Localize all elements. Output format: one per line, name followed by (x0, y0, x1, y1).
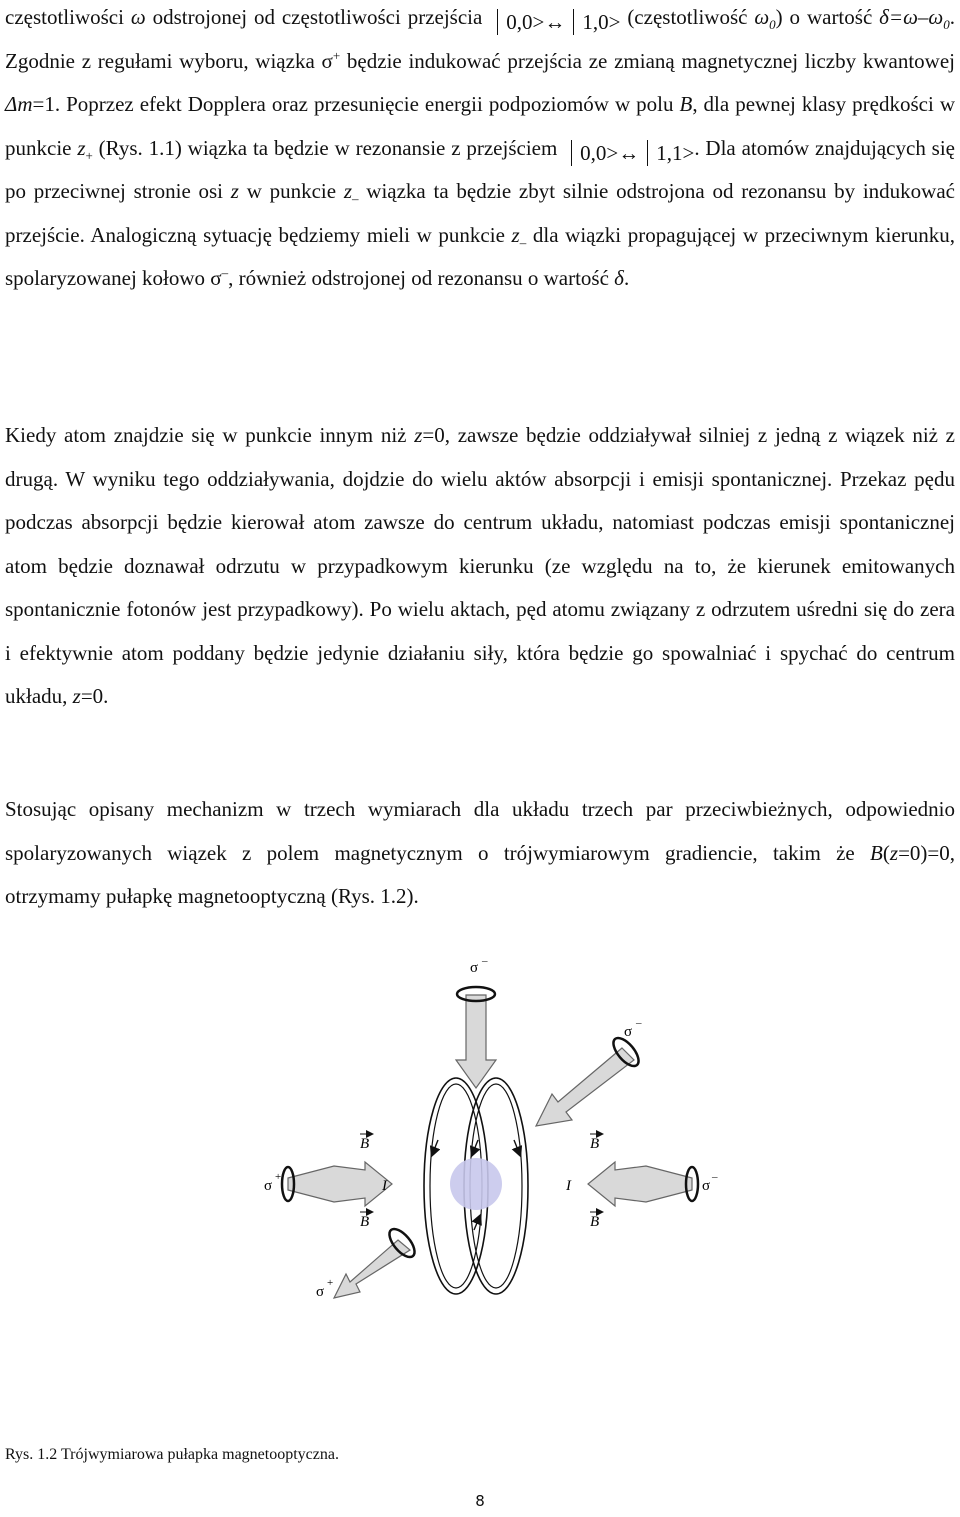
text: ( (882, 840, 890, 865)
text: wiązka ta będzie zbyt silnie odstrojona od rezonansu by indukować przejście. Analogiczną sytuację będziemy mieli w punkcie (5, 179, 955, 247)
z-symbol: z (511, 222, 520, 247)
superscript: – (221, 265, 229, 280)
atom-cloud (450, 1158, 502, 1210)
paragraph-1 (5, 0, 955, 301)
text: ) o wartość (775, 5, 880, 29)
figure-caption: Rys. 1.2 Trójwymiarowa pułapka magnetooptyczna. (5, 1446, 339, 1463)
ket-state: 0,0>↔ (571, 140, 639, 166)
label-sigma-left: σ (264, 1178, 273, 1194)
subscript: – (352, 191, 359, 207)
label-minus-top: – (482, 955, 488, 967)
beam-left (288, 1162, 392, 1206)
text: =1. Poprzez efekt Dopplera oraz przesunięcie energii podpoziomów w polu (32, 92, 680, 116)
field-symbol: B (870, 840, 883, 865)
ket-state: 0,0>↔ (497, 9, 565, 35)
subscript: 0 (769, 17, 776, 33)
subscript: + (85, 147, 93, 163)
paragraph-2 (5, 414, 955, 719)
beam-top (456, 995, 496, 1088)
superscript: + (332, 47, 341, 63)
text: w punkcie (238, 179, 344, 203)
text: , dla pewnej klasy prędkości w punkcie (5, 92, 955, 160)
page-number: 8 (475, 1492, 485, 1510)
z-symbol: z (414, 423, 423, 447)
text: =0)=0, otrzymamy pułapkę magnetooptyczną (Rys. 1.2). (5, 840, 955, 908)
detuning-formula: δ=ω–ω (879, 5, 944, 29)
label-sigma-top: σ (470, 960, 479, 976)
z-symbol: z (230, 179, 239, 203)
subscript: – (519, 234, 527, 250)
text: będzie indukować przejścia ze zmianą magnetycznej liczby kwantowej (340, 48, 955, 73)
text: dla wiązki propagującej w przeciwnym kierunku, spolaryzowanej kołowo σ (5, 222, 956, 290)
text: częstotliwości (5, 5, 131, 29)
text: (Rys. 1.1) wiązka ta będzie w rezonansie z przejściem (92, 135, 564, 160)
delta-symbol: δ (614, 266, 624, 290)
text: (częstotliwość (620, 5, 755, 29)
paragraph-3 (5, 788, 955, 919)
label-minus-upper-right: – (636, 1017, 642, 1029)
label-sigma-upper-right: σ (624, 1024, 633, 1040)
text: =0. (80, 684, 109, 708)
label-minus-right: – (712, 1171, 718, 1183)
ket-state: 1,0> (573, 9, 620, 35)
z-symbol: z (343, 179, 353, 203)
text: Stosując opisany mechanizm w trzech wymiarach dla układu trzech par przeciwbieżnych, odpowiednio spolaryzowanych wiązek z polem magnetycznym o trójwymiarowym gradiencie, takim że (5, 797, 955, 865)
text: odstrojonej od częstotliwości przejścia (145, 5, 490, 29)
text: Kiedy atom znajdzie się w punkcie innym niż (5, 423, 415, 447)
omega-symbol: ω (130, 5, 146, 29)
mot-diagram (260, 940, 720, 1340)
label-current-left: I (382, 1178, 387, 1194)
z-symbol: z (77, 135, 86, 160)
omega-symbol: ω (754, 5, 770, 29)
z-symbol: z (72, 684, 81, 708)
label-current-right: I (566, 1178, 571, 1194)
delta-m-symbol: Δm (5, 92, 33, 116)
label-sigma-right: σ (702, 1178, 711, 1194)
label-plus-left: + (275, 1171, 282, 1183)
label-field-lower-right: B (590, 1214, 600, 1230)
beam-upper-right (536, 1048, 634, 1126)
text: . (623, 266, 630, 290)
current-arrow (474, 1216, 480, 1230)
z-symbol: z (889, 840, 899, 865)
text: =0, zawsze będzie oddziaływał silniej z jedną z wiązek niż z drugą. W wyniku tego oddziaływania, dojdzie do wielu aktów absorpcji i emisji spontanicznej. Przekaz pędu podczas absorpcji będzie kierował atom zawsze do centrum układu, natomiast podczas emisji spontanicznej atom będzie doznawał odrzutu w przypadkowym kierunku (ze względu na to, że kierunek emitowanych spontanicznie fotonów jest przypadkowy). Po wielu aktach, pęd atomu związany z odrzutem uśredni się do zera i efektywnie atom poddany będzie jedynie działaniu siły, która będzie go spowalniać i spychać do centrum układu, (5, 423, 956, 708)
label-field-upper-right: B (590, 1136, 600, 1152)
text: . Zgodnie z regułami wyboru, wiązka σ (5, 5, 955, 73)
field-symbol: B (679, 92, 693, 116)
text: . Dla atomów znajdujących się po przeciwnej stronie osi (5, 135, 955, 203)
label-plus-lower-left: + (327, 1277, 334, 1289)
beam-right (588, 1162, 692, 1206)
ket-state: 1,1> (647, 140, 694, 166)
label-sigma-lower-left: σ (316, 1284, 325, 1300)
text: , również odstrojonej od rezonansu o wartość (228, 266, 615, 290)
subscript: 0 (943, 17, 950, 33)
label-field-lower-left: B (360, 1214, 370, 1230)
beam-lower-left (334, 1240, 410, 1298)
label-field-upper-left: B (360, 1136, 370, 1152)
